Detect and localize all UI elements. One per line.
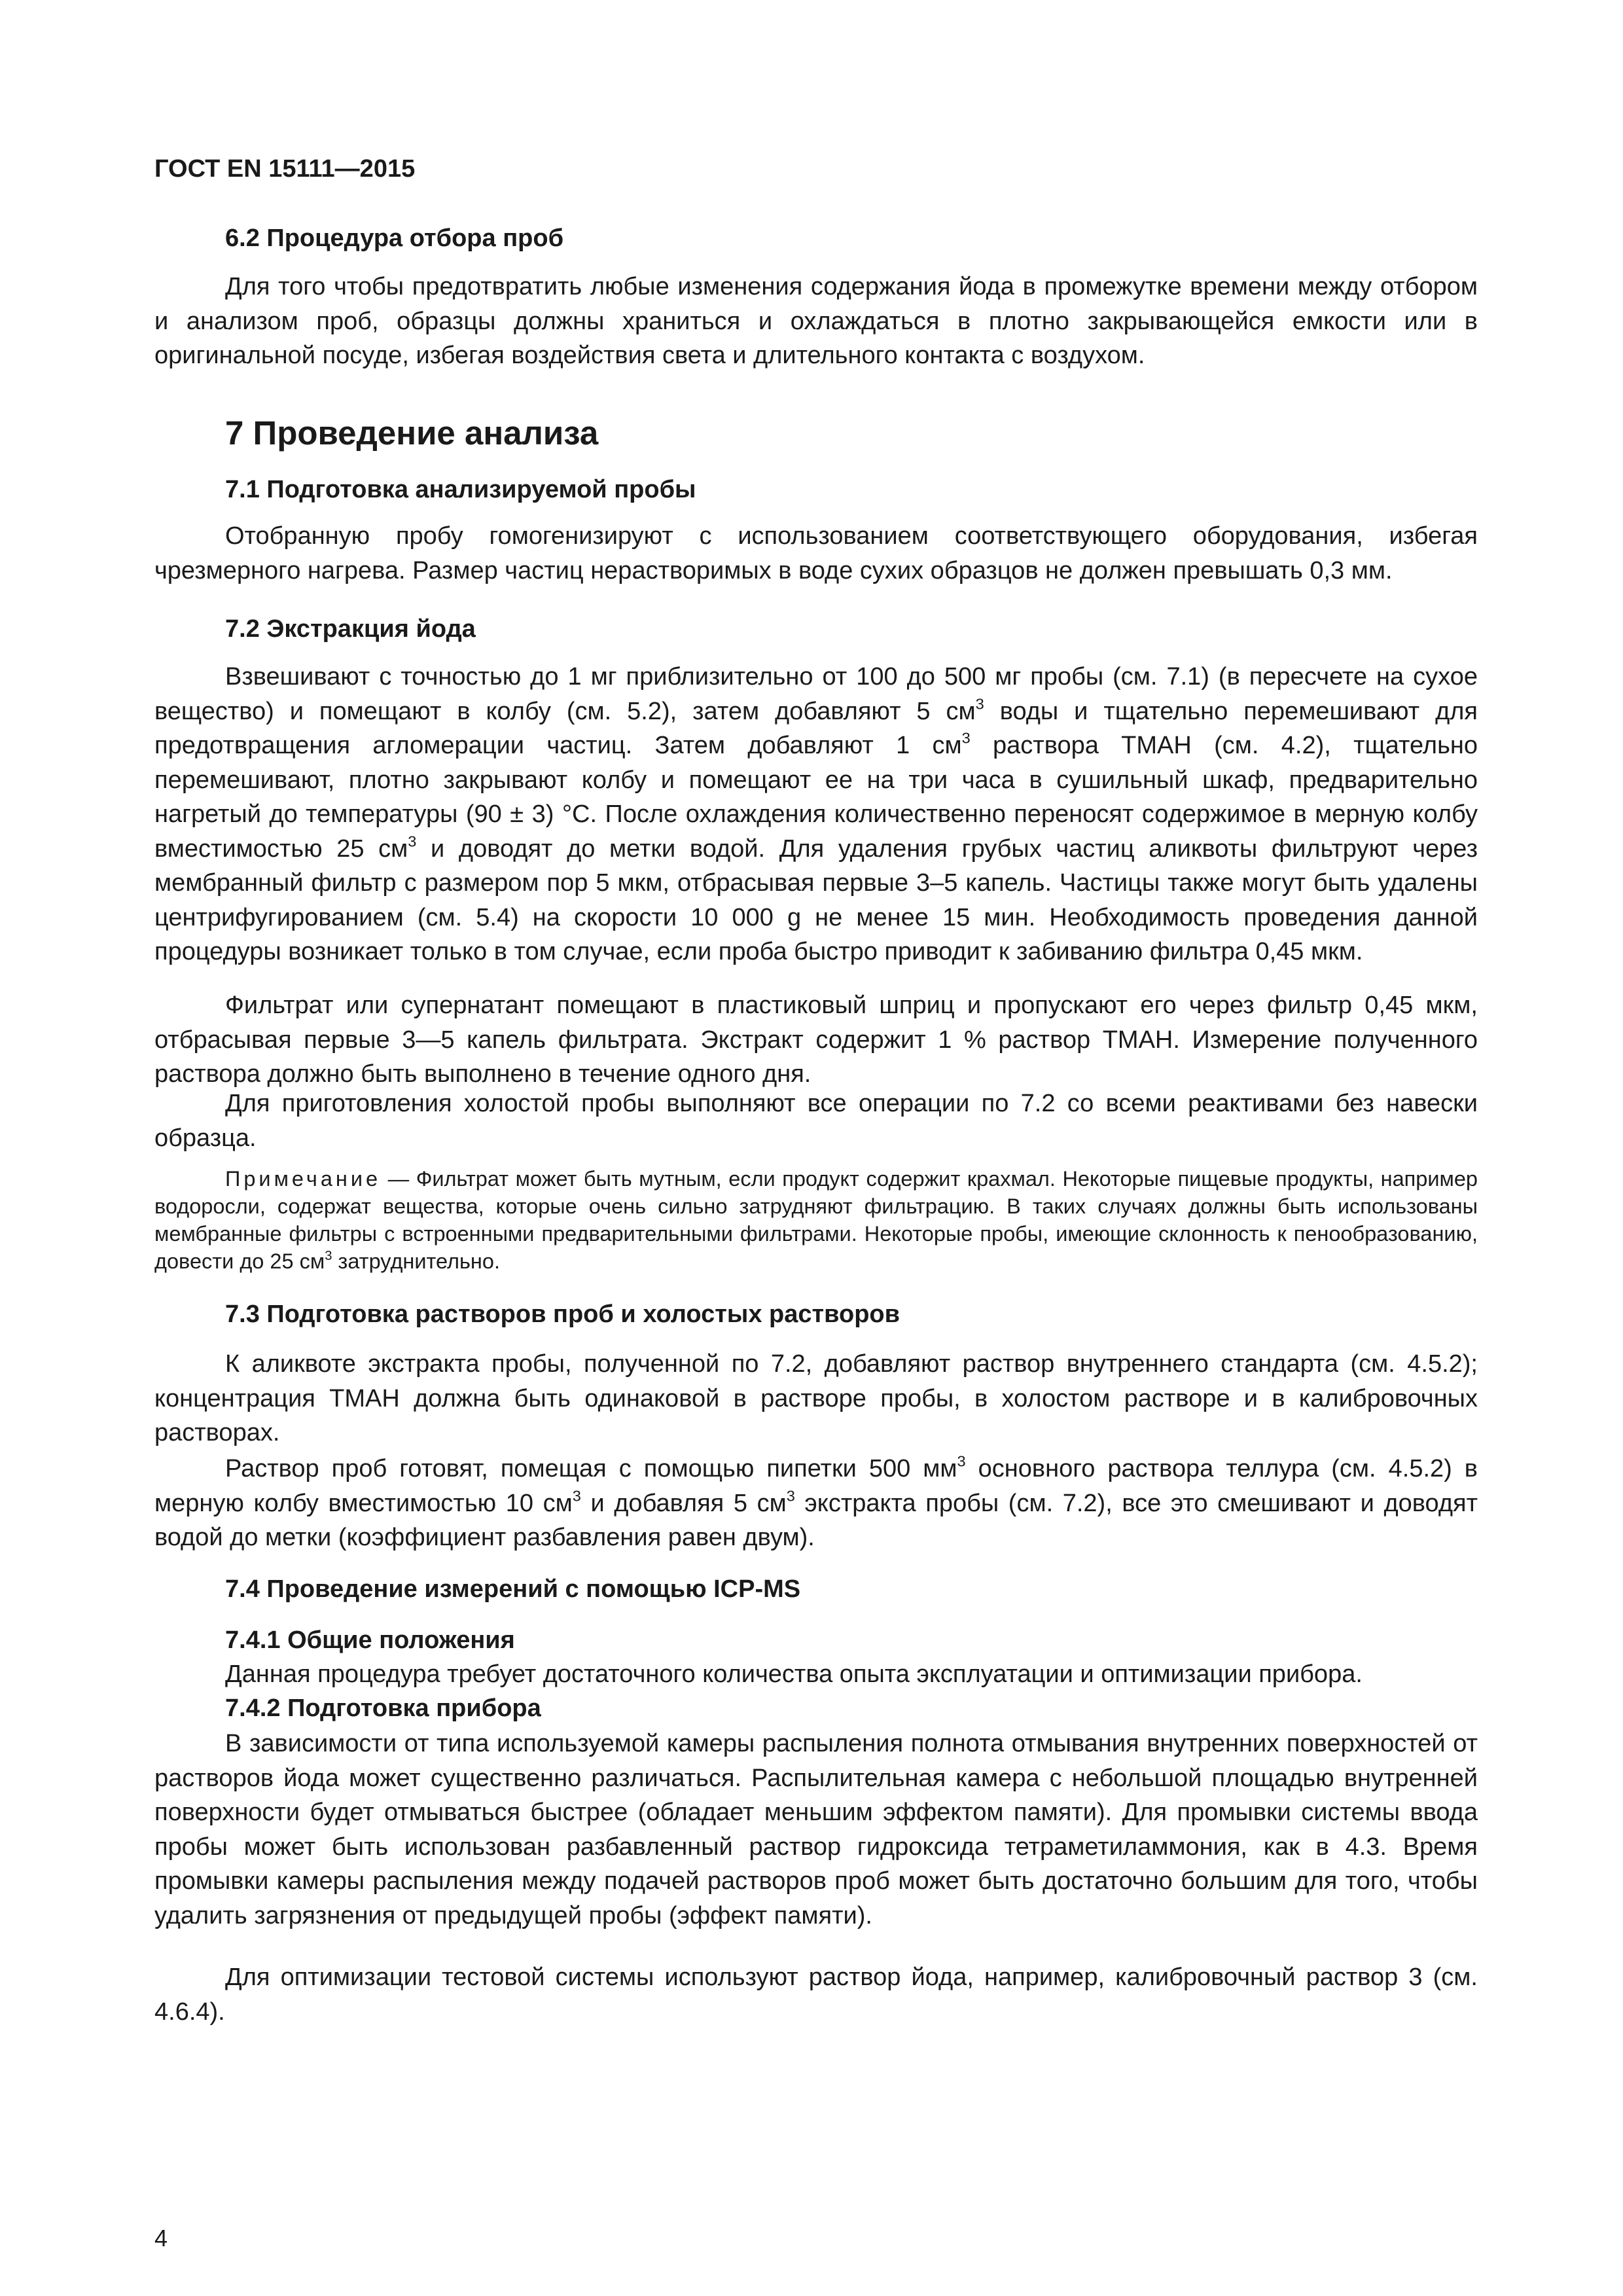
page-number: 4 <box>154 2225 168 2251</box>
text-run: — Фильтрат может быть мутным, если продукт содержит крахмал. Некоторые пищевые продукты, например водоросли, содержат вещества, которые очень сильно затрудняют фильтрацию. В таких случаях должны быть использованы мембранные фильтры с встроенными предварительными фильтрами. Некоторые пробы, имеющие склонность к пенообразованию, довести до 25 см <box>154 1167 1478 1273</box>
standard-designation: ГОСТ EN 15111—2015 <box>154 155 416 183</box>
heading-7-4-2: 7.4.2 Подготовка прибора <box>225 1695 541 1722</box>
paragraph-7-4-1: Данная процедура требует достаточного количества опыта эксплуатации и оптимизации прибора. <box>225 1660 1363 1688</box>
paragraph-7-4-2-1: В зависимости от типа используемой камеры распыления полнота отмывания внутренних поверхностей от растворов йода может существенно различаться. Распылительная камера с небольшой площадью внутренней поверхности будет отмываться быстрее (обладает меньшим эффектом памяти). Для промывки системы ввода пробы может быть использован разбавленный раствор гидроксида тетраметиламмония, как в 4.3. Время промывки камеры распыления между подачей растворов проб может быть достаточно большим для того, чтобы удалить загрязнения от предыдущей пробы (эффект памяти). <box>154 1730 1478 1929</box>
text-run: и добавляя 5 см <box>580 1489 787 1517</box>
heading-7-4-1: 7.4.1 Общие положения <box>225 1626 515 1654</box>
paragraph-7-2-blank: Для приготовления холостой пробы выполняют все операции по 7.2 со всеми реактивами без навески образца. <box>154 1090 1478 1152</box>
paragraph-7-4-2-2: Для оптимизации тестовой системы используют раствор йода, например, калибровочный раствор 3 (см. 4.6.4). <box>154 1964 1478 2026</box>
paragraph-6-2: Для того чтобы предотвратить любые изменения содержания йода в промежутке времени между отбором и анализом проб, образцы должны храниться и охлаждаться в плотно закрывающейся емкости или в оригинальной посуде, избегая воздействия света и длительного контакта с воздухом. <box>154 273 1478 369</box>
heading-7: 7 Проведение анализа <box>225 414 599 452</box>
paragraph-7-2-filtrate: Фильтрат или супернатант помещают в пластиковый шприц и пропускают его через фильтр 0,45 мкм, отбрасывая первые 3—5 капель фильтрата. Экстракт содержит 1 % раствор ТМАН. Измерение полученного раствора должно быть выполнено в течение одного дня. <box>154 992 1478 1088</box>
heading-7-3: 7.3 Подготовка растворов проб и холостых растворов <box>225 1300 900 1328</box>
superscript: 3 <box>975 695 984 713</box>
text-run: Раствор проб готовят, помещая с помощью пипетки 500 мм <box>225 1455 957 1482</box>
paragraph-7-3-1: К аликвоте экстракта пробы, полученной по 7.2, добавляют раствор внутреннего стандарта (см. 4.5.2); концентрация ТМАН должна быть одинаковой в растворе пробы, в холостом растворе и в калибровочных растворах. <box>154 1350 1478 1446</box>
superscript: 3 <box>786 1487 795 1505</box>
heading-6-2: 6.2 Процедура отбора проб <box>225 224 564 252</box>
paragraph-7-1: Отобранную пробу гомогенизируют с использованием соответствующего оборудования, избегая чрезмерного нагрева. Размер частиц нерастворимых в воде сухих образцов не должен превышать 0,3 мм. <box>154 522 1478 584</box>
text-run: затруднительно. <box>332 1249 500 1273</box>
text-run: основного раствора теллура (см. 4.5.2) в мерную колбу вместимостью 10 см <box>154 1455 1478 1517</box>
superscript: 3 <box>572 1487 581 1505</box>
text-run: воды и тщательно перемешивают для предотвращения агломерации частиц. Затем добавляют 1 см <box>154 697 1478 759</box>
superscript: 3 <box>957 1452 966 1470</box>
text-run: раствора ТМАН (см. 4.2), тщательно перемешивают, плотно закрывают колбу и помещают ее на три часа в сушильный шкаф, предварительно нагретый до температуры (90 ± 3) °С. После охлаждения количественно переносят содержимое в мерную колбу вместимостью 25 см <box>154 732 1478 863</box>
text-run: Взвешивают с точностью до 1 мг приблизительно от 100 до 500 мг пробы (см. 7.1) (в пересчете на сухое вещество) и помещают в колбу (см. 5.2), затем добавляют 5 см <box>154 663 1478 725</box>
paragraph-7-2-extraction <box>154 660 1478 969</box>
superscript: 3 <box>408 833 417 850</box>
superscript: 3 <box>325 1248 332 1263</box>
text-run: экстракта пробы (см. 7.2), все это смешивают и доводят водой до метки (коэффициент разбавления равен двум). <box>154 1489 1478 1551</box>
note-label: Примечание <box>225 1167 382 1191</box>
text-run: и доводят до метки водой. Для удаления грубых частиц аликвоты фильтруют через мембранный фильтр с размером пор 5 мкм, отбрасывая первые 3–5 капель. Частицы также могут быть удалены центрифугированием (см. 5.4) на скорости 10 000 g не менее 15 мин. Необходимость проведения данной процедуры возникает только в том случае, если проба быстро приводит к забиванию фильтра 0,45 мкм. <box>154 834 1478 965</box>
heading-7-4: 7.4 Проведение измерений с помощью ICP-MS <box>225 1575 801 1603</box>
paragraph-7-3-2 <box>154 1452 1478 1555</box>
heading-7-1: 7.1 Подготовка анализируемой пробы <box>225 476 696 503</box>
note-7-2 <box>154 1165 1478 1275</box>
superscript: 3 <box>961 729 971 747</box>
heading-7-2: 7.2 Экстракция йода <box>225 615 476 643</box>
